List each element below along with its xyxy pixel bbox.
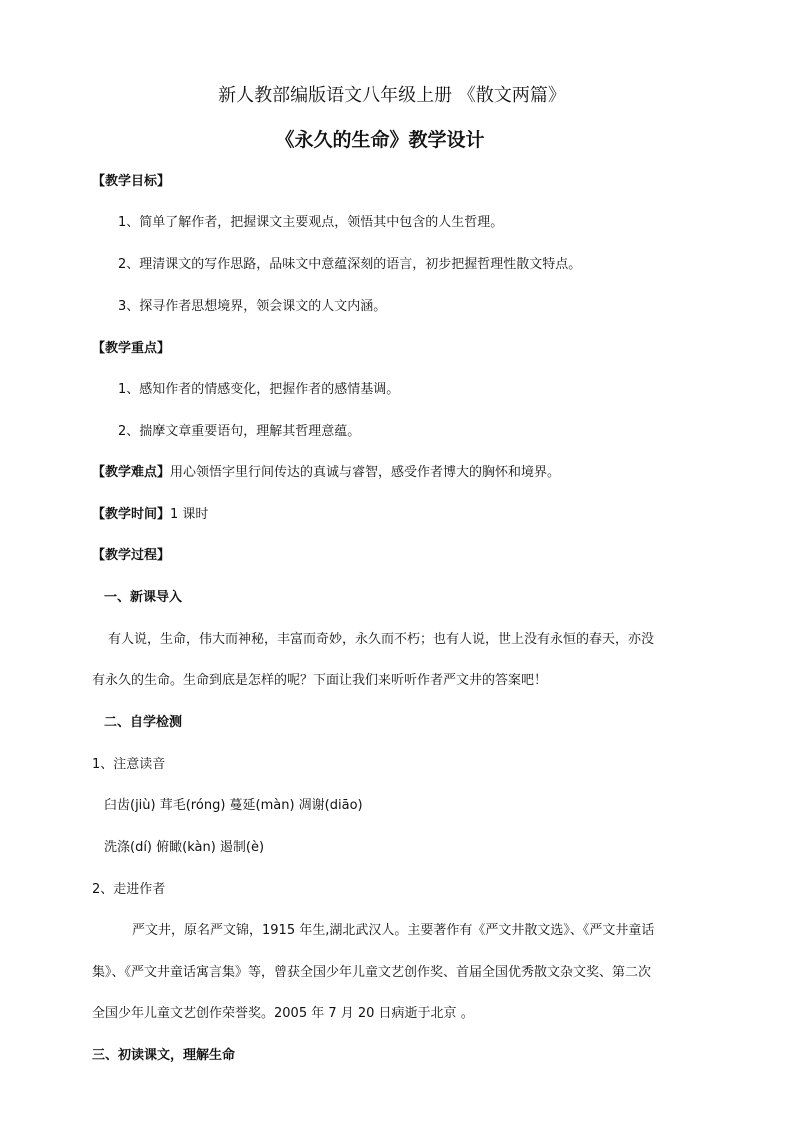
section3-heading: 三、初读课文，理解生命 [92,1048,236,1063]
process-heading: 【教学过程】 [92,548,171,563]
pronunciation-line1: 臼齿(jiù) 茸毛(róng) 蔓延(màn) 凋谢(diāo) [104,798,363,813]
goals-heading: 【教学目标】 [92,174,171,189]
section1-heading: 一、新课导入 [104,590,183,605]
pronunciation-line2: 洗涤(dí) 俯瞰(kàn) 遏制(è) [104,840,265,855]
document-title-line1: 新人教部编版语文八年级上册 《散文两篇》 [218,85,566,106]
goal-item-1: 1、简单了解作者，把握课文主要观点，领悟其中包含的人生哲理。 [118,215,504,230]
section1-paragraph-line1: 有人说，生命，伟大而神秘，丰富而奇妙，永久而不朽；也有人说，世上没有永恒的春天，亦没 [108,632,655,647]
time-line [92,505,208,525]
key-points-heading: 【教学重点】 [92,341,171,356]
key-point-item-1: 1、感知作者的情感变化，把握作者的感情基调。 [118,382,400,397]
author-paragraph-line2: 集》、《严文井童话寓言集》等，曾获全国少年儿童文艺创作奖、首届全国优秀散文杂文奖、第二次 [92,965,652,980]
section2-heading: 二、自学检测 [104,715,183,730]
difficulty-line [92,463,560,483]
document-title-line2: 《永久的生命》教学设计 [275,129,485,151]
goal-item-3: 3、探寻作者思想境界，领会课文的人文内涵。 [118,299,387,314]
difficulty-label: 【教学难点】 [92,465,171,480]
key-point-item-2: 2、揣摩文章重要语句，理解其哲理意蕴。 [118,424,361,439]
author-paragraph-line3: 全国少年儿童文艺创作荣誉奖。2005 年 7 月 20 日病逝于北京 。 [92,1006,474,1021]
section1-paragraph-line2: 有永久的生命。生命到底是怎样的呢？下面让我们来听听作者严文井的答案吧！ [92,673,548,688]
time-text: 1 课时 [170,507,209,522]
author-subheading: 2、走进作者 [92,882,166,897]
author-paragraph-line1: 严文井，原名严文锦，1915 年生,湖北武汉人。主要著作有《严文井散文选》、《严文井童话 [132,923,655,938]
time-label: 【教学时间】 [92,507,171,522]
pronunciation-subheading: 1、注意读音 [92,757,166,772]
difficulty-text: 用心领悟字里行间传达的真诚与睿智，感受作者博大的胸怀和境界。 [170,465,561,480]
goal-item-2: 2、理清课文的写作思路，品味文中意蕴深刻的语言，初步把握哲理性散文特点。 [118,257,582,272]
